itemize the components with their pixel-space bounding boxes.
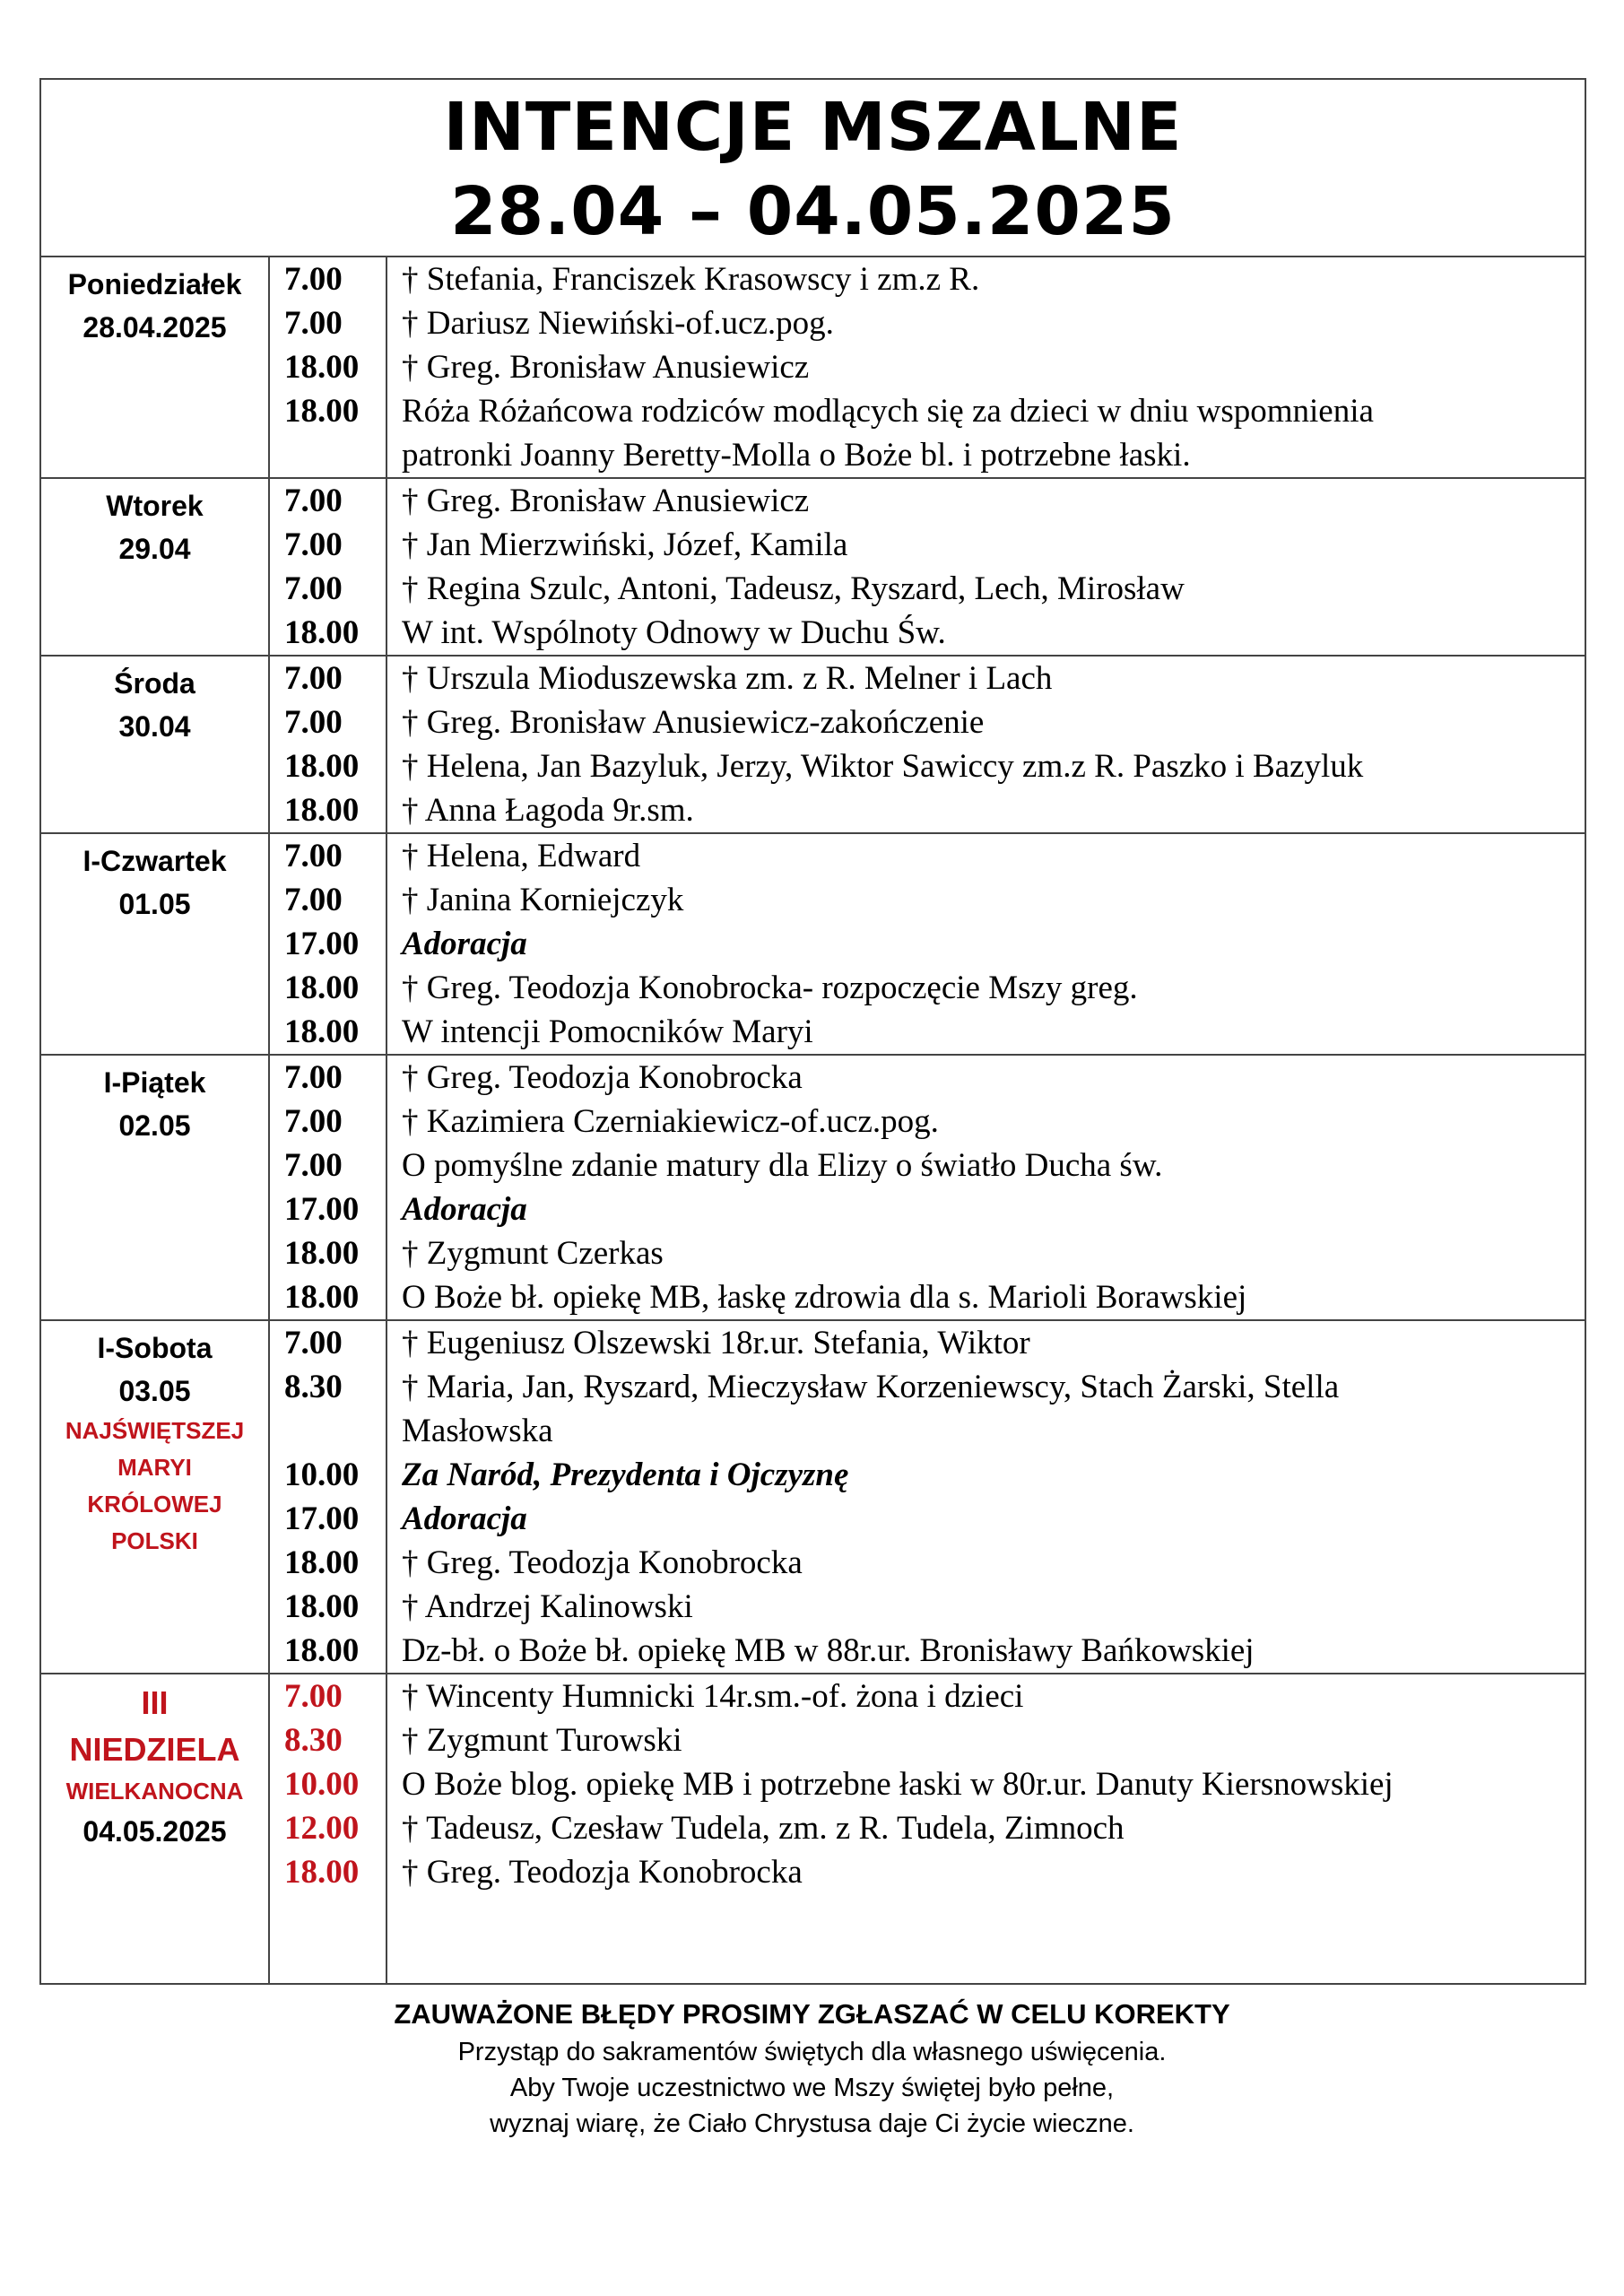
- footer: [0, 1995, 1624, 2142]
- time-column: [270, 1321, 387, 1673]
- mass-time: 7.00: [284, 838, 343, 874]
- day-name: I-Piątek: [103, 1066, 206, 1099]
- intention: † Kazimiera Czerniakiewicz-of.ucz.pog.: [402, 1103, 939, 1140]
- intention: † Greg. Bronisław Anusiewicz: [402, 483, 810, 519]
- intention: patronki Joanny Beretty-Molla o Boże bl. i potrzebne łaski.: [402, 437, 1191, 474]
- page-title: INTENCJE MSZALNE: [443, 89, 1183, 166]
- footer-message: wyznaj wiarę, że Ciało Chrystusa daje Ci życie wieczne.: [490, 2109, 1134, 2138]
- intention: Róża Różańcowa rodziców modlących się za dzieci w dniu wspomnienia: [402, 393, 1374, 430]
- title-box: [41, 80, 1585, 257]
- intention-adoration: Adoracja: [402, 1191, 527, 1228]
- time-column: [270, 834, 387, 1054]
- day-date: 04.05.2025: [83, 1815, 227, 1848]
- intention: W intencji Pomocników Maryi: [402, 1013, 813, 1050]
- day-sunday: [41, 1674, 1585, 1983]
- day-date: 01.05: [118, 888, 191, 920]
- day-name: Poniedziałek: [67, 268, 242, 300]
- mass-time: 7.00: [284, 261, 343, 298]
- day-thursday: [41, 834, 1585, 1056]
- date-range: 28.04 – 04.05.2025: [450, 173, 1176, 250]
- day-date: 29.04: [118, 533, 191, 565]
- day-name: I-Czwartek: [83, 845, 227, 877]
- intention: † Greg. Teodozja Konobrocka: [402, 1059, 803, 1096]
- mass-time: 17.00: [284, 1191, 360, 1228]
- mass-time: 18.00: [284, 349, 360, 386]
- day-label: [41, 657, 270, 832]
- feast-name-line: KRÓLOWEJ: [87, 1491, 222, 1518]
- day-saturday: [41, 1321, 1585, 1674]
- mass-time: 18.00: [284, 1632, 360, 1669]
- day-label: [41, 257, 270, 477]
- day-label: [41, 1321, 270, 1673]
- mass-time: 18.00: [284, 792, 360, 829]
- intention-column: [387, 257, 1585, 477]
- mass-time: 10.00: [284, 1457, 360, 1493]
- intention: † Eugeniusz Olszewski 18r.ur. Stefania, Wiktor: [402, 1325, 1030, 1361]
- time-column: [270, 657, 387, 832]
- day-label: [41, 479, 270, 655]
- mass-time: [284, 1409, 386, 1453]
- intention: O Boże blog. opiekę MB i potrzebne łaski w 80r.ur. Danuty Kiersnowskiej: [402, 1766, 1394, 1803]
- intention: † Anna Łagoda 9r.sm.: [402, 792, 694, 829]
- intention-nation: Za Naród, Prezydenta i Ojczyznę: [402, 1457, 849, 1493]
- mass-time: 18.00: [284, 1235, 360, 1272]
- day-name: Wtorek: [106, 490, 204, 522]
- day-label: [41, 834, 270, 1054]
- day-label: [41, 1674, 270, 1983]
- intention: † Zygmunt Turowski: [402, 1722, 682, 1759]
- intention-adoration: Adoracja: [402, 926, 527, 962]
- day-monday: [41, 257, 1585, 479]
- intention: † Helena, Jan Bazyluk, Jerzy, Wiktor Sawiccy zm.z R. Paszko i Bazyluk: [402, 748, 1364, 785]
- mass-time: 18.00: [284, 1279, 360, 1316]
- mass-time: 7.00: [284, 704, 343, 741]
- mass-time: 7.00: [284, 526, 343, 563]
- mass-time: 8.30: [284, 1722, 343, 1759]
- intention: W int. Wspólnoty Odnowy w Duchu Św.: [402, 614, 946, 651]
- day-date: 03.05: [118, 1375, 191, 1407]
- day-date: 28.04.2025: [83, 311, 227, 344]
- mass-time: 7.00: [284, 1147, 343, 1184]
- day-name-line2: NIEDZIELA: [69, 1731, 240, 1768]
- correction-notice: ZAUWAŻONE BŁĘDY PROSIMY ZGŁASZAĆ W CELU KOREKTY: [394, 1998, 1230, 2030]
- day-name: III: [141, 1684, 169, 1721]
- intention: † Regina Szulc, Antoni, Tadeusz, Ryszard, Lech, Mirosław: [402, 570, 1185, 607]
- mass-time: 7.00: [284, 483, 343, 519]
- intention: † Maria, Jan, Ryszard, Mieczysław Korzeniewscy, Stach Żarski, Stella: [402, 1369, 1340, 1405]
- time-column: [270, 1056, 387, 1319]
- intention: Dz-bł. o Boże bł. opiekę MB w 88r.ur. Bronisławy Bańkowskiej: [402, 1632, 1255, 1669]
- intention: † Stefania, Franciszek Krasowscy i zm.z R.: [402, 261, 980, 298]
- intention: † Greg. Bronisław Anusiewicz-zakończenie: [402, 704, 985, 741]
- feast-name-line: POLSKI: [111, 1527, 198, 1554]
- intention: † Urszula Mioduszewska zm. z R. Melner i Lach: [402, 660, 1053, 697]
- mass-time: 18.00: [284, 1588, 360, 1625]
- mass-time: 18.00: [284, 393, 360, 430]
- time-column: [270, 257, 387, 477]
- intention-column: [387, 1321, 1585, 1673]
- intention: O pomyślne zdanie matury dla Elizy o światło Ducha św.: [402, 1147, 1163, 1184]
- mass-time: [284, 433, 386, 477]
- mass-time: 7.00: [284, 1059, 343, 1096]
- mass-time: 18.00: [284, 1544, 360, 1581]
- mass-time: 18.00: [284, 614, 360, 651]
- intention: † Zygmunt Czerkas: [402, 1235, 664, 1272]
- day-friday: [41, 1056, 1585, 1321]
- day-name: I-Sobota: [97, 1332, 213, 1364]
- mass-time: 7.00: [284, 1678, 343, 1715]
- intention-column: [387, 1674, 1585, 1983]
- mass-time: 18.00: [284, 1854, 360, 1891]
- intention: † Dariusz Niewiński-of.ucz.pog.: [402, 305, 834, 342]
- intention: † Helena, Edward: [402, 838, 641, 874]
- intention: † Jan Mierzwiński, Józef, Kamila: [402, 526, 848, 563]
- intention: † Greg. Teodozja Konobrocka- rozpoczęcie Mszy greg.: [402, 970, 1138, 1006]
- mass-time: 10.00: [284, 1766, 360, 1803]
- mass-time: 17.00: [284, 926, 360, 962]
- feast-name-line: MARYI: [117, 1454, 192, 1481]
- footer-message: Przystąp do sakramentów świętych dla własnego uświęcenia.: [457, 2038, 1167, 2066]
- intention: † Greg. Teodozja Konobrocka: [402, 1854, 803, 1891]
- mass-time: 18.00: [284, 748, 360, 785]
- mass-time: 7.00: [284, 305, 343, 342]
- mass-time: 12.00: [284, 1810, 360, 1847]
- intentions-sheet: [39, 78, 1586, 1985]
- intention: † Greg. Bronisław Anusiewicz: [402, 349, 810, 386]
- mass-time: 18.00: [284, 1013, 360, 1050]
- intention-column: [387, 657, 1585, 832]
- day-label: [41, 1056, 270, 1319]
- day-name: Środa: [114, 667, 195, 700]
- intention-column: [387, 1056, 1585, 1319]
- day-wednesday: [41, 657, 1585, 834]
- day-date: 30.04: [118, 710, 191, 743]
- intention: † Tadeusz, Czesław Tudela, zm. z R. Tudela, Zimnoch: [402, 1810, 1125, 1847]
- time-column: [270, 1674, 387, 1983]
- mass-time: 8.30: [284, 1369, 343, 1405]
- intention: † Wincenty Humnicki 14r.sm.-of. żona i dzieci: [402, 1678, 1024, 1715]
- intention: † Andrzej Kalinowski: [402, 1588, 693, 1625]
- mass-time: 7.00: [284, 660, 343, 697]
- mass-time: 7.00: [284, 882, 343, 918]
- day-date: 02.05: [118, 1109, 191, 1142]
- intention: Masłowska: [402, 1413, 553, 1449]
- time-column: [270, 479, 387, 655]
- intention: † Greg. Teodozja Konobrocka: [402, 1544, 803, 1581]
- day-tuesday: [41, 479, 1585, 657]
- feast-name-line: NAJŚWIĘTSZEJ: [65, 1417, 245, 1444]
- day-name-line3: WIELKANOCNA: [65, 1778, 244, 1805]
- mass-time: 7.00: [284, 570, 343, 607]
- intention-column: [387, 479, 1585, 655]
- mass-time: 18.00: [284, 970, 360, 1006]
- mass-time: 7.00: [284, 1325, 343, 1361]
- intention: O Boże bł. opiekę MB, łaskę zdrowia dla s. Marioli Borawskiej: [402, 1279, 1247, 1316]
- mass-time: 17.00: [284, 1500, 360, 1537]
- mass-time: 7.00: [284, 1103, 343, 1140]
- footer-message: Aby Twoje uczestnictwo we Mszy świętej było pełne,: [509, 2074, 1115, 2102]
- intention-adoration: Adoracja: [402, 1500, 527, 1537]
- intention-column: [387, 834, 1585, 1054]
- intention: † Janina Korniejczyk: [402, 882, 684, 918]
